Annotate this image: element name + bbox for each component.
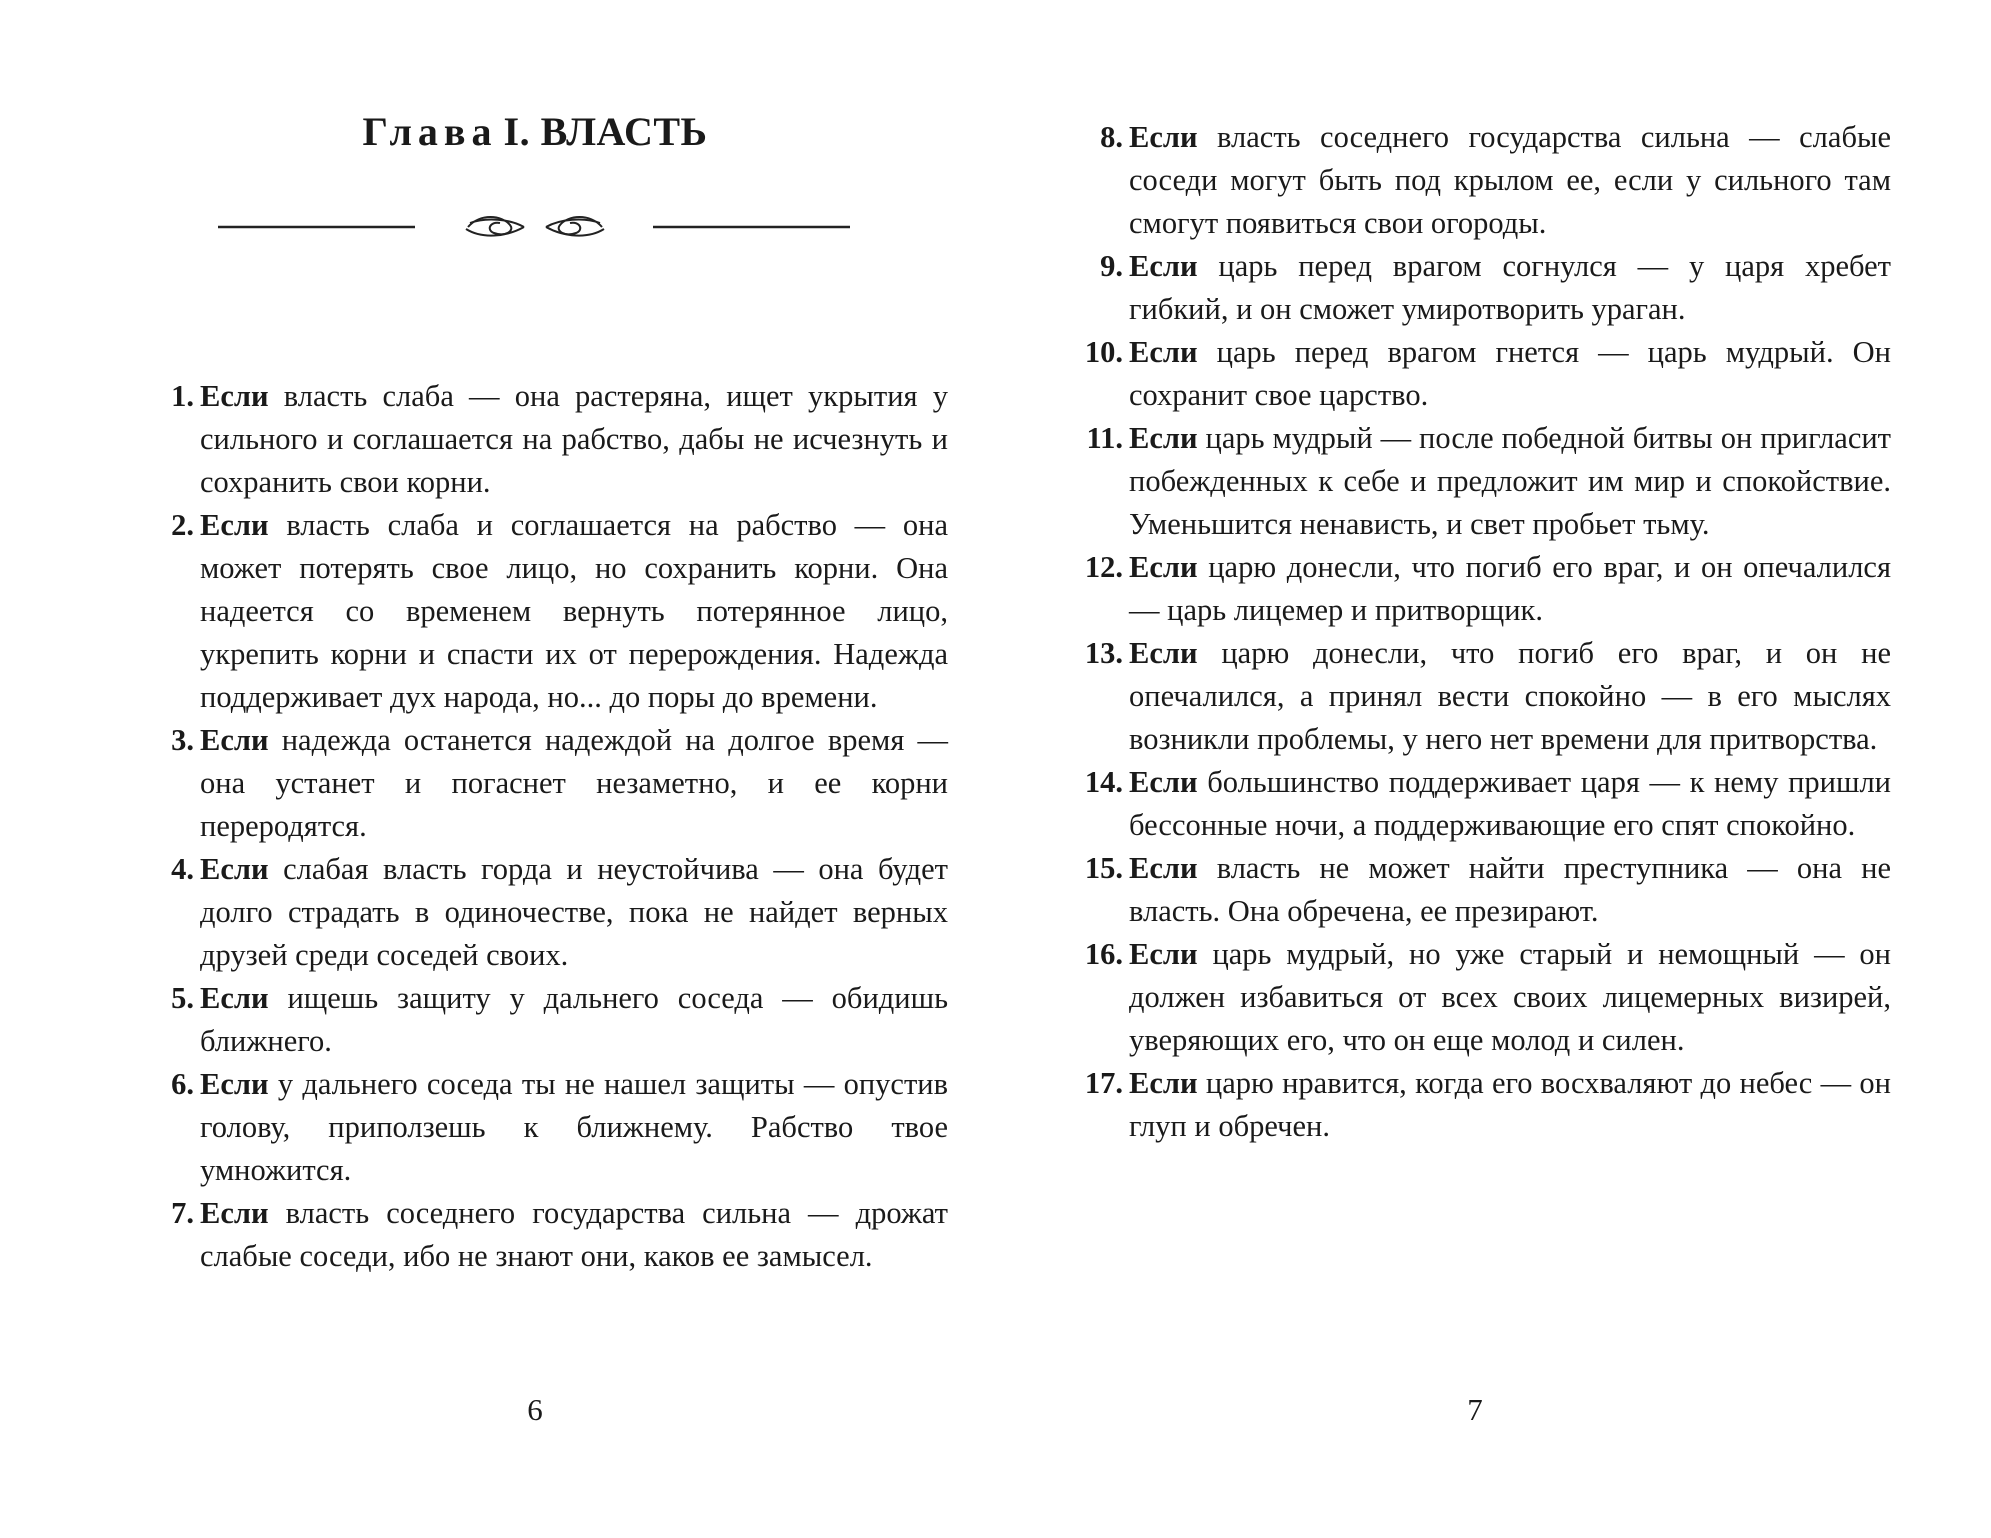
item-number: 13. [1084,636,1123,670]
list-item [1075,632,1891,761]
chapter-title-name: I. ВЛАСТЬ [503,109,708,154]
item-text: надежда останется надеждой на долгое время — она устанет и погаснет незаметно, и ее корни переродятся. [200,723,948,843]
list-item [1075,1062,1891,1148]
item-lead: Если [1129,550,1198,584]
item-text: власть соседнего государства сильна — слабые соседи могут быть под крылом ее, если у сильного там смогут появиться свои огороды. [1129,120,1891,240]
right-page [995,0,1991,1538]
list-item [1075,847,1891,933]
item-lead: Если [200,723,269,757]
item-text: ищешь защиту у дальнего соседа — обидишь ближнего. [200,981,948,1058]
item-number: 1. [171,379,194,413]
list-item [1075,546,1891,632]
item-lead: Если [200,1067,269,1101]
item-number: 4. [171,852,194,886]
item-text: у дальнего соседа ты не нашел защиты — опустив голову, приползешь к ближнему. Рабство твое умножится. [200,1067,949,1187]
item-lead: Если [200,508,269,542]
item-number: 7. [171,1196,194,1230]
item-text: царь мудрый, но уже старый и немощный — он должен избавиться от всех своих лицемерных визирей, уверяющих его, что он еще молод и силен. [1129,937,1891,1057]
list-item [1075,245,1891,331]
item-number: 11. [1086,421,1123,455]
item-lead: Если [1129,765,1198,799]
list-item [1075,933,1891,1062]
list-item [148,1192,948,1278]
aphorism-list [1075,116,1891,1148]
list-item [148,1063,948,1192]
item-text: власть соседнего государства сильна — дрожат слабые соседи, ибо не знают они, каков ее замысел. [200,1196,948,1273]
item-lead: Если [1129,851,1198,885]
item-lead: Если [200,852,269,886]
item-lead: Если [1129,421,1198,455]
chapter-title-word: Глава [362,109,498,154]
item-text: слабая власть горда и неустойчива — она будет долго страдать в одиночестве, пока не найдет верных друзей среди соседей своих. [200,852,949,972]
item-text: власть слаба — она растеряна, ищет укрытия у сильного и соглашается на рабство, дабы не исчезнуть и сохранить свои корни. [200,379,948,499]
item-text: царю донесли, что погиб его враг, и он опечалился — царь лицемер и притворщик. [1129,550,1891,627]
list-item [1075,761,1891,847]
page-number: 7 [1467,1392,1483,1427]
item-number: 3. [171,723,194,757]
item-lead: Если [200,379,269,413]
item-lead: Если [200,1196,269,1230]
item-number: 2. [171,508,194,542]
item-number: 15. [1084,851,1123,885]
item-lead: Если [200,981,269,1015]
decorative-divider-icon [210,205,860,245]
item-number: 12. [1084,550,1123,584]
list-item [1075,331,1891,417]
item-number: 14. [1084,765,1123,799]
item-number: 6. [171,1067,194,1101]
item-number: 5. [171,981,194,1015]
item-text: большинство поддерживает царя — к нему пришли бессонные ночи, а поддерживающие его спят спокойно. [1129,765,1891,842]
item-text: власть не может найти преступника — она не власть. Она обречена, ее презирают. [1129,851,1892,928]
item-text: царю нравится, когда его восхваляют до небес — он глуп и обречен. [1129,1066,1892,1143]
aphorism-list [148,375,948,1278]
list-item [148,375,948,504]
list-item [1075,116,1891,245]
item-lead: Если [1129,937,1198,971]
item-lead: Если [1129,120,1198,154]
item-lead: Если [1129,1066,1198,1100]
page-number: 6 [527,1392,543,1427]
item-text: царь перед врагом гнется — царь мудрый. Он сохранит свое царство. [1129,335,1891,412]
list-item [1075,417,1891,546]
item-lead: Если [1129,335,1198,369]
list-item [148,504,948,719]
list-item [148,977,948,1063]
item-text: царь мудрый — после победной битвы он пригласит побежденных к себе и предложит им мир и спокойствие. Уменьшится ненависть, и свет пробьет тьму. [1129,421,1892,541]
item-number: 16. [1084,937,1123,971]
item-number: 8. [1100,120,1123,154]
item-text: власть слаба и соглашается на рабство — она может потерять свое лицо, но сохранить корни. Она надеется со временем вернуть потерянное лицо, укрепить корни и спасти их от перерождения. Надежда поддерживает дух народа, но... до поры до времени. [200,508,949,714]
list-item [148,719,948,848]
list-item [148,848,948,977]
item-lead: Если [1129,249,1198,283]
chapter-title [200,108,870,155]
item-text: царь перед врагом согнулся — у царя хребет гибкий, и он сможет умиротворить ураган. [1129,249,1891,326]
item-lead: Если [1129,636,1198,670]
item-number: 10. [1084,335,1123,369]
left-page [0,0,995,1538]
item-number: 9. [1100,249,1123,283]
item-number: 17. [1084,1066,1123,1100]
item-text: царю донесли, что погиб его враг, и он не опечалился, а принял вести спокойно — в его мыслях возникли проблемы, у него нет времени для притворства. [1129,636,1891,756]
